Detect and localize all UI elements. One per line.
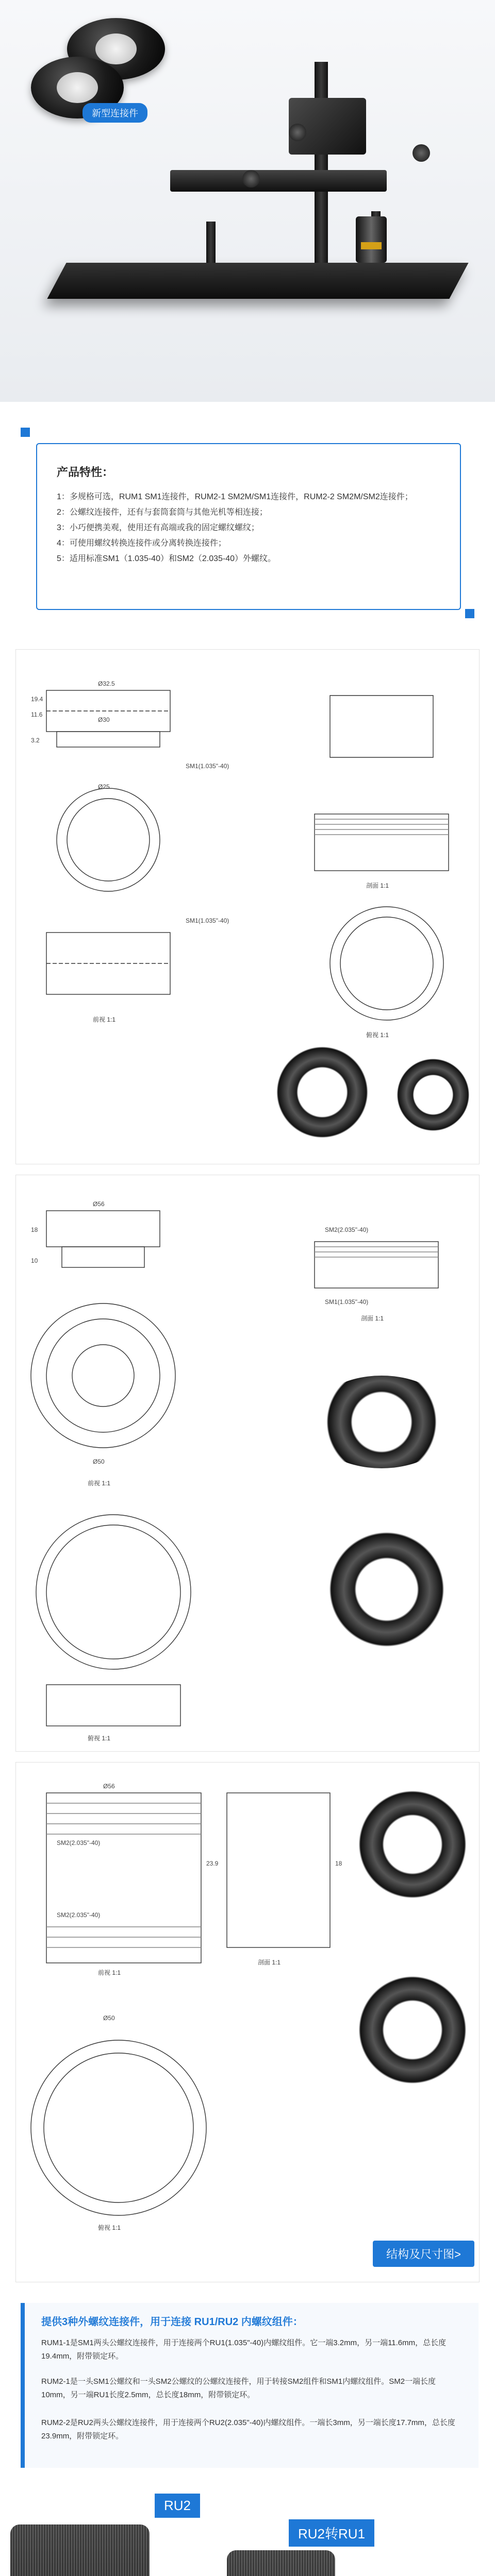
rig-post [315,62,328,268]
optical-breadboard [47,263,468,299]
dim-label: SM2(2.035"-40) [57,1911,101,1919]
feature-item: 4：可使用螺纹转换连接件或分离转换连接件； [57,539,226,548]
dim-label: Ø56 [103,1783,115,1790]
description-title: 提供3种外螺纹连接件，用于连接 RU1/RU2 内螺纹组件： [41,2316,303,2328]
connector-description [0,2287,495,2483]
drawing-caption: 剖面 1:1 [361,1315,384,1322]
drawing-caption: 前视 1:1 [98,1969,121,1976]
dim-label: 10 [31,1257,38,1264]
gold-band [361,242,382,249]
feature-item: 1：多规格可选，RUM1 SM1连接件，RUM2-1 SM2M/SM1连接件，RUM2-2 SM2M/SM2连接件； [57,493,413,501]
ring-photo [392,1056,474,1133]
dim-label: SM1(1.035"-40) [186,762,229,770]
dim-label: 19.4 [31,696,43,703]
description-para: RUM2-2是RU2两头公螺纹连接件，用于连接两个RU2(2.035"-40)内螺纹组件。一端长3mm，另一端长度17.7mm，总长度23.9mm，附带锁定环。 [41,2418,455,2441]
drawing-caption: 剖面 1:1 [258,1959,281,1966]
dim-label: 18 [335,1860,342,1867]
drawing-caption: 俯视 1:1 [88,1735,111,1742]
knob-icon [242,170,260,188]
feature-item: 3：小巧便携美观，使用还有高端或我的固定螺纹螺纹； [57,523,259,532]
ring-photo [320,1530,454,1649]
dim-label: 3.2 [31,737,40,744]
drawing-caption: 前视 1:1 [88,1480,111,1487]
dim-label: 18 [31,1226,38,1233]
label-ru2-ru1: RU2转RU1 [289,2519,374,2547]
hero-section [0,0,495,402]
dim-label: SM2(2.035"-40) [57,1839,101,1846]
drawing-caption: 剖面 1:1 [366,882,389,889]
lens-tube [356,216,387,263]
structure-dimension-button[interactable]: 结构及尺寸图> [373,2241,474,2267]
dim-label: 23.9 [206,1860,219,1867]
dim-label: 11.6 [31,711,43,718]
description-para: RUM1-1是SM1两头公螺纹连接件，用于连接两个RU1(1.035"-40)内螺纹组件。它一端3.2mm，另一端11.6mm，总长度19.4mm，附带锁定环。 [41,2338,447,2361]
rig-arm [170,170,387,192]
ring-lineup [0,2483,495,2576]
ring-ru2-ru1-photo [227,2550,335,2576]
features-title: 产品特性： [57,466,114,479]
drawing-rum2-2 [0,1757,495,2287]
label-ru2: RU2 [155,2494,200,2518]
drawing-caption: 前视 1:1 [93,1016,116,1023]
feature-item: 5：适用标准SM1（1.035-40）和SM2（2.035-40）外螺纹。 [57,554,276,563]
ring-photo [351,1788,474,1901]
drawing-caption: 俯视 1:1 [366,1031,389,1039]
ring-photo [268,1046,376,1139]
drawing-rum1 [0,644,495,1170]
dim-label: SM2(2.035"-40) [325,1226,369,1233]
dim-label: Ø25 [98,783,110,790]
decor-square [465,609,474,618]
dim-label: Ø50 [103,2014,115,2022]
drawing-caption: 俯视 1:1 [98,2224,121,2231]
dim-label: Ø30 [98,716,110,723]
knob-icon [289,124,306,141]
dim-label: Ø56 [93,1200,105,1208]
features-list [57,489,438,567]
ring-photo [309,1376,454,1468]
dim-label: SM1(1.035"-40) [325,1298,369,1306]
knob-icon [412,144,430,162]
dim-label: SM1(1.035"-40) [186,917,229,924]
technical-drawing [0,1170,495,1757]
description-para: RUM2-1是一头SM1公螺纹和一头SM2公螺纹的公螺纹连接件，用于转接SM2组件和SM1内螺纹组件。SM2一端长度10mm，另一端RU1长度2.5mm，总长度18mm，附带锁定环。 [41,2377,436,2399]
drawing-rum2-1 [0,1170,495,1757]
ring-ru2-photo [10,2524,150,2576]
ring-photo [351,1973,474,2087]
decor-square [21,428,30,437]
dim-label: Ø32.5 [98,680,115,687]
feature-item: 2：公螺纹连接件，还有与套筒套筒与其他光机等相连接； [57,508,268,517]
dim-label: Ø50 [93,1458,105,1465]
features-section [0,402,495,644]
new-connector-badge: 新型连接件 [82,103,147,123]
